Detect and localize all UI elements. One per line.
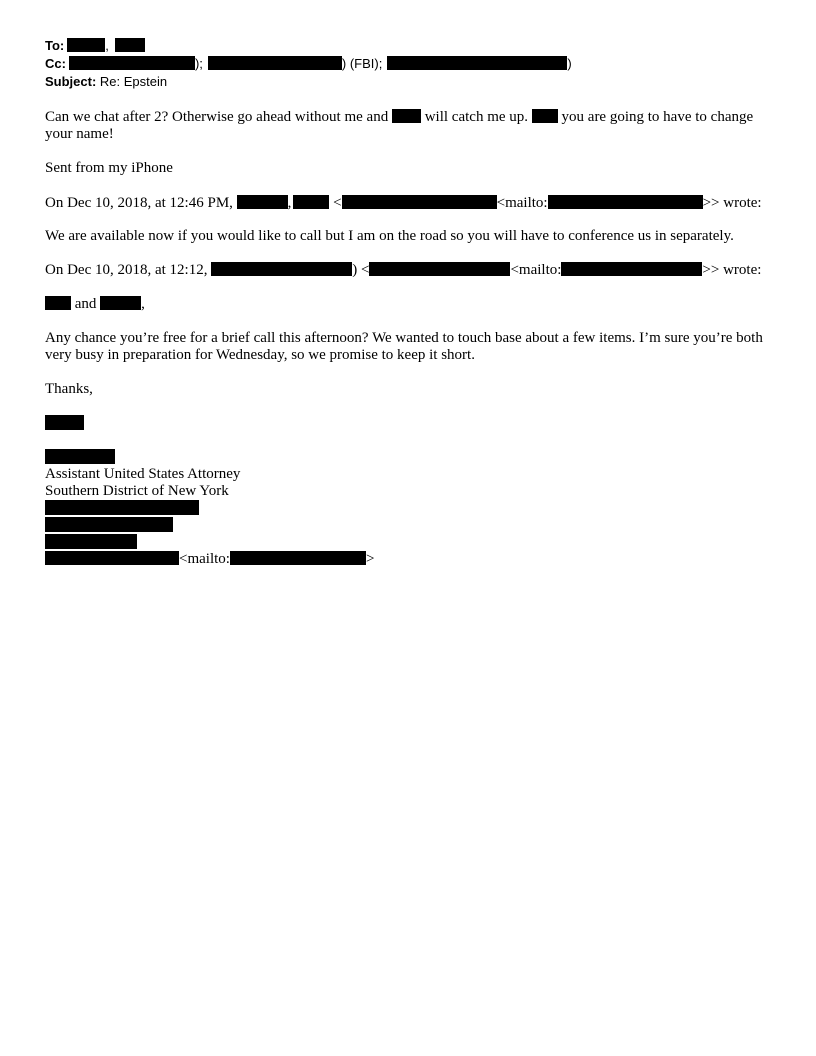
redaction-box [392, 109, 421, 123]
quote-text: , [287, 195, 292, 211]
cc-label: Cc: [45, 56, 66, 71]
redaction-box [45, 449, 115, 464]
greeting-text: , [141, 296, 145, 312]
message-paragraph [45, 109, 775, 143]
cc-text-1: ); [194, 56, 203, 71]
signature-office: Southern District of New York [45, 483, 229, 499]
signature-address-1 [45, 500, 199, 518]
signature-mailto-text: <mailto: [179, 551, 230, 567]
quote-text: On Dec 10, 2018, at 12:46 PM, [45, 195, 237, 211]
signature-phone [45, 534, 137, 552]
signature-initials [45, 415, 84, 433]
greeting-text: and [71, 296, 101, 312]
signature-mailto-text: > [365, 551, 375, 567]
subject-line [45, 73, 572, 91]
redaction-box [45, 517, 173, 532]
sent-from-line: Sent from my iPhone [45, 160, 173, 176]
redaction-box [548, 195, 703, 209]
redaction-box [293, 195, 329, 209]
closing-line: Thanks, [45, 381, 93, 397]
redaction-box [211, 262, 352, 276]
message-text: you are going to have to change your name! [45, 109, 754, 142]
redaction-box [230, 551, 366, 565]
cc-text-2: ) (FBI); [341, 56, 383, 71]
quote-header [45, 195, 762, 212]
redaction-box [561, 262, 702, 276]
redaction-box [45, 500, 199, 515]
redaction-box [45, 551, 179, 565]
email-header [45, 37, 572, 91]
message-paragraph: We are available now if you would like to call but I am on the road so you will have to conference us in separately. [45, 228, 734, 244]
quote-text: <mailto: [510, 262, 562, 278]
quote-text: >> wrote: [702, 262, 762, 278]
subject-value: Re: Epstein [99, 74, 168, 89]
signature-name [45, 449, 115, 467]
signature-address-2 [45, 517, 173, 535]
redaction-box [208, 56, 342, 70]
redaction-box [237, 195, 288, 209]
redaction-box [532, 109, 558, 123]
message-text: Can we chat after 2? Otherwise go ahead without me and [45, 109, 392, 125]
cc-line [45, 55, 572, 73]
cc-text-3: ) [567, 56, 572, 71]
redaction-box [369, 262, 510, 276]
signature-email [45, 551, 374, 568]
to-label: To: [45, 38, 65, 53]
message-text: will catch me up. [420, 109, 532, 125]
to-separator: , [105, 38, 109, 53]
to-line [45, 37, 572, 55]
redaction-box [45, 534, 137, 549]
quote-text: <mailto: [496, 195, 548, 211]
redaction-box [67, 38, 105, 52]
message-paragraph: Any chance you’re free for a brief call this afternoon? We wanted to touch base about a few items. I’m sure you’re both very busy in preparation for Wednesday, so we promise to keep it short. [45, 330, 763, 363]
quote-text: >> wrote: [702, 195, 762, 211]
quote-text: < [329, 195, 342, 211]
quote-text: On Dec 10, 2018, at 12:12, [45, 262, 212, 278]
subject-label: Subject: [45, 74, 97, 89]
redaction-box [45, 415, 84, 430]
quote-text: ) < [352, 262, 370, 278]
redaction-box [100, 296, 141, 310]
redaction-box [387, 56, 567, 70]
signature-title: Assistant United States Attorney [45, 466, 241, 482]
redaction-box [115, 38, 145, 52]
greeting-line [45, 296, 145, 313]
redaction-box [342, 195, 497, 209]
redaction-box [45, 296, 71, 310]
quote-header [45, 262, 761, 279]
redaction-box [69, 56, 195, 70]
